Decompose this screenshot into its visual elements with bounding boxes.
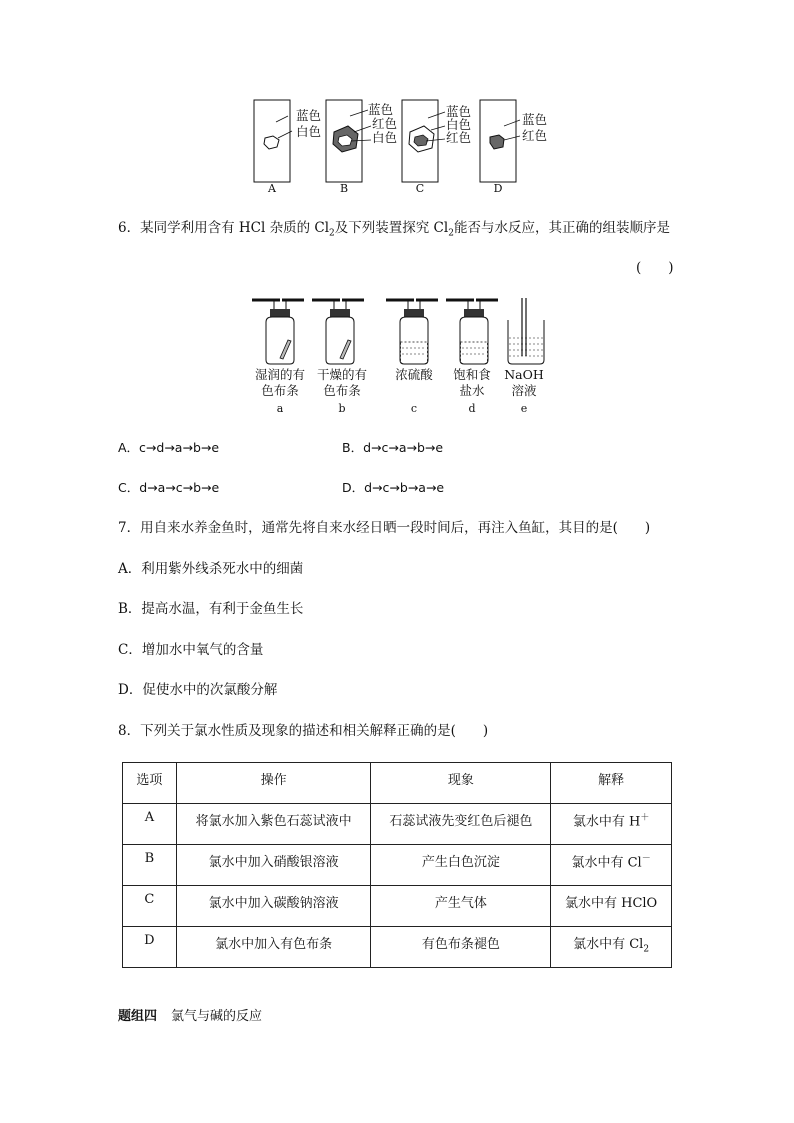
- strip-D-label-2: 红色: [522, 128, 548, 143]
- row-option: A: [123, 804, 177, 845]
- section-title: 氯气与碱的反应: [171, 1009, 263, 1024]
- question-8-stem: 8．下列关于氯水性质及现象的描述和相关解释正确的是( ): [118, 723, 489, 739]
- question-6-option-c[interactable]: C．d→a→c→b→e: [118, 480, 220, 495]
- row-phenomenon: 产生白色沉淀: [371, 845, 551, 886]
- strip-A: [254, 100, 292, 182]
- strip-D: [480, 100, 520, 182]
- row-explanation: 氯水中有 HClO: [551, 886, 672, 927]
- question-6-option-d[interactable]: D．d→c→b→a→e: [342, 480, 445, 495]
- question-6-option-a[interactable]: A．c→d→a→b→e: [118, 440, 220, 455]
- strip-B-label-3: 白色: [372, 130, 398, 145]
- apparatus-d-label: 饱和食 盐水 d: [453, 367, 491, 415]
- apparatus-a-label: 湿润的有 色布条 a: [254, 367, 305, 415]
- header-option: 选项: [123, 763, 177, 804]
- strip-D-id: D: [493, 182, 503, 195]
- strip-C-id: C: [415, 182, 425, 195]
- apparatus-b-label: 干燥的有 色布条 b: [316, 367, 367, 415]
- question-7-option-a[interactable]: A．利用紫外线杀死水中的细菌: [118, 561, 304, 577]
- question-7-stem: 7．用自来水养金鱼时，通常先将自来水经日晒一段时间后，再注入鱼缸，其目的是( ): [118, 520, 651, 536]
- row-operation: 氯水中加入硝酸银溶液: [176, 845, 371, 886]
- row-phenomenon: 有色布条褪色: [371, 927, 551, 968]
- strip-B-label-1: 蓝色: [368, 102, 394, 117]
- question-6-stem: 6．某同学利用含有 HCl 杂质的 $Cl_2$及下列装置探究 $Cl_2$能否与水反应，其正确的组装顺序是: [118, 220, 670, 239]
- apparatus-figure: [250, 294, 550, 366]
- apparatus-e-label: NaOH 溶液 e: [504, 367, 544, 415]
- row-option: C: [123, 886, 177, 927]
- table-row[interactable]: [123, 927, 672, 968]
- row-operation: 氯水中加入有色布条: [176, 927, 371, 968]
- table-row[interactable]: [123, 845, 672, 886]
- question-7-option-b[interactable]: B．提高水温，有利于金鱼生长: [118, 601, 304, 617]
- row-phenomenon: 产生气体: [371, 886, 551, 927]
- question-6-option-b[interactable]: B．d→c→a→b→e: [342, 440, 444, 455]
- strip-C-label-1: 蓝色: [446, 104, 472, 119]
- row-option: D: [123, 927, 177, 968]
- strip-A-id: A: [268, 182, 276, 195]
- apparatus-e-beaker: [508, 298, 544, 364]
- section-heading: [118, 1008, 262, 1026]
- row-explanation: 氯水中有 H＋: [551, 804, 672, 845]
- strip-B: [326, 100, 371, 182]
- table-header-row: [123, 763, 672, 804]
- question-6-answer-paren: ( ): [636, 260, 674, 276]
- strip-C-label-3: 红色: [446, 130, 472, 145]
- row-operation: 氯水中加入碳酸钠溶液: [176, 886, 371, 927]
- strip-B-label-2: 红色: [372, 116, 398, 131]
- strip-B-id: B: [339, 182, 349, 195]
- strip-C-label-2: 白色: [446, 117, 472, 132]
- section-label: 题组四: [118, 1009, 158, 1024]
- apparatus-a-bottle: [252, 300, 304, 364]
- table-row[interactable]: [123, 804, 672, 845]
- apparatus-b-bottle: [312, 300, 364, 364]
- question-7-option-d[interactable]: D．促使水中的次氯酸分解: [118, 682, 278, 698]
- header-explanation: 解释: [551, 763, 672, 804]
- apparatus-d-bottle: [446, 300, 498, 364]
- row-explanation: 氯水中有 $Cl_2$: [551, 927, 672, 968]
- question-8-table: [122, 762, 672, 968]
- header-operation: 操作: [176, 763, 371, 804]
- row-explanation: 氯水中有 Cl－: [551, 845, 672, 886]
- strip-D-label-1: 蓝色: [522, 112, 548, 127]
- apparatus-c-label: 浓硫酸 c: [395, 367, 433, 415]
- strip-A-label-2: 白色: [296, 124, 322, 139]
- table-row[interactable]: [123, 886, 672, 927]
- apparatus-c-bottle: [386, 300, 438, 364]
- strip-A-label-1: 蓝色: [296, 108, 322, 123]
- header-phenomenon: 现象: [371, 763, 551, 804]
- row-operation: 将氯水加入紫色石蕊试液中: [176, 804, 371, 845]
- row-option: B: [123, 845, 177, 886]
- question-7-option-c[interactable]: C．增加水中氧气的含量: [118, 642, 264, 658]
- row-phenomenon: 石蕊试液先变红色后褪色: [371, 804, 551, 845]
- strip-C: [402, 100, 445, 182]
